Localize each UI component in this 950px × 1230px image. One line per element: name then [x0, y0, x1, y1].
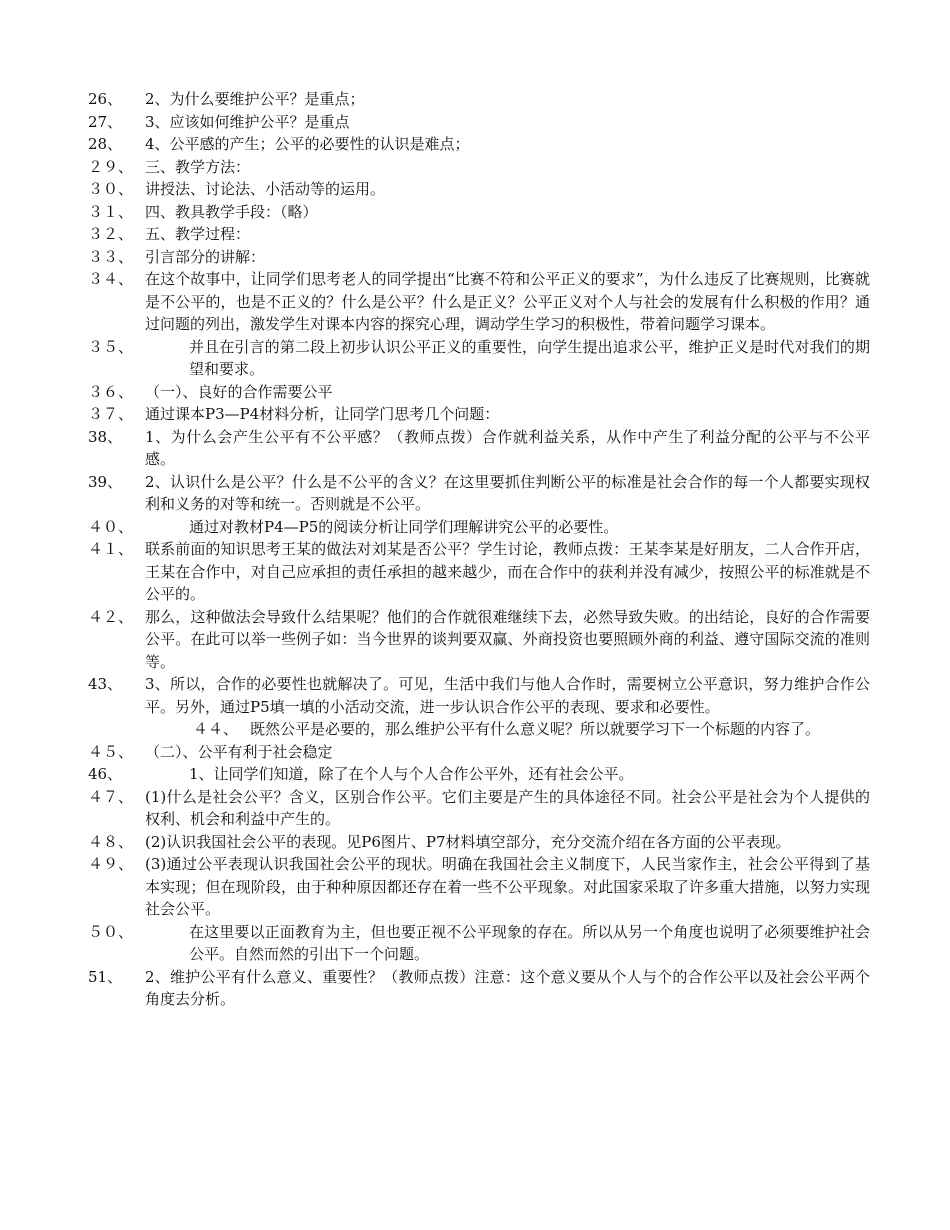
- item-text: 1、为什么会产生公平有不公平感？（教师点拨）合作就利益关系，从作中产生了利益分配的公平与不公平感。: [145, 427, 870, 468]
- item-text: (3)通过公平表现认识我国社会公平的现状。明确在我国社会主义制度下，人民当家作主，社会公平得到了基本实现；但在现阶段，由于种种原因都还存在着一些不公平现象。对此国家采取了许多重大措施，以努力实现社会公平。: [145, 855, 870, 918]
- item-number: ５０、: [88, 922, 134, 941]
- list-item: [88, 741, 870, 764]
- item-number: ４５、: [88, 742, 134, 761]
- item-text: 四、教具教学手段：（略）: [145, 202, 318, 221]
- list-item: [88, 133, 870, 156]
- list-item: [88, 223, 870, 246]
- item-number: 46、: [88, 765, 123, 783]
- item-text: 三、教学方法：: [145, 157, 251, 176]
- item-text: 五、教学过程：: [145, 225, 251, 243]
- item-number: ３７、: [88, 405, 134, 423]
- list-item: [88, 673, 870, 718]
- list-item: [88, 853, 870, 921]
- item-number: ３５、: [88, 337, 134, 356]
- item-number: 43、: [88, 675, 123, 693]
- list-item: [88, 156, 870, 179]
- item-number: 38、: [88, 427, 123, 446]
- item-text: 2、为什么要维护公平？是重点；: [145, 90, 365, 108]
- item-number: ３２、: [88, 225, 134, 243]
- item-number: ４９、: [88, 855, 134, 873]
- item-number: 28、: [88, 135, 123, 153]
- item-text: 2、认识什么是公平？什么是不公平的含义？在这里要抓住判断公平的标准是社会合作的每一个人都要实现权利和义务的对等和统一。否则就是不公平。: [145, 472, 870, 513]
- item-number: ３１、: [88, 202, 134, 221]
- item-number: 27、: [88, 112, 123, 131]
- item-number: ３６、: [88, 382, 134, 401]
- item-text: 讲授法、讨论法、小活动等的运用。: [145, 180, 386, 198]
- list-item: [88, 516, 870, 539]
- item-text: 1、让同学们知道，除了在个人与个人合作公平外，还有社会公平。: [189, 765, 634, 783]
- item-number: ３４、: [88, 270, 134, 288]
- list-item: [88, 178, 870, 201]
- list-item: [88, 111, 870, 134]
- item-number: ４１、: [88, 540, 134, 558]
- list-item: [88, 538, 870, 606]
- item-number: 51、: [88, 967, 123, 986]
- item-text: 3、应该如何维护公平？是重点: [145, 112, 350, 131]
- list-item: [88, 831, 870, 854]
- item-number: 26、: [88, 90, 123, 108]
- item-text: 在这个故事中，让同学们思考老人的同学提出“比赛不符和公平正义的要求”，为什么违反了比赛规则，比赛就是不公平的，也是不正义的？什么是公平？什么是正义？公平正义对个人与社会的发展有什么积极的作用？通过问题的列出，激发学生对课本内容的探究心理，调动学生学习的积极性，带着问题学习课本。: [145, 270, 870, 333]
- item-text: 2、维护公平有什么意义、重要性？（教师点拨）注意：这个意义要从个人与个的合作公平以及社会公平两个角度去分析。: [145, 967, 870, 1008]
- list-item: [88, 426, 870, 471]
- item-text: 通过对教材P4—P5的阅读分析让同学们理解讲究公平的必要性。: [189, 517, 619, 536]
- list-item: [88, 606, 870, 674]
- list-item: [88, 921, 870, 966]
- item-number: ２９、: [88, 157, 134, 176]
- list-item: [88, 763, 870, 786]
- list-item: [88, 786, 870, 831]
- item-text: 那么，这种做法会导致什么结果呢？他们的合作就很难继续下去，必然导致失败。的出结论，良好的合作需要公平。在此可以举一些例子如：当今世界的谈判要双赢、外商投资也要照顾外商的利益、遵守国际交流的准则等。: [145, 607, 870, 671]
- item-text: 通过课本P3—P4材料分析，让同学门思考几个问题：: [145, 405, 500, 423]
- list-item: [88, 336, 870, 381]
- list-item: [88, 403, 870, 426]
- item-number: 39、: [88, 472, 123, 491]
- item-text: (1)什么是社会公平？含义，区别合作公平。它们主要是产生的具体途径不同。社会公平是社会为个人提供的权利、机会和利益中产生的。: [145, 787, 870, 828]
- list-item: [88, 246, 870, 269]
- list-item: [88, 268, 870, 336]
- list-item: [88, 471, 870, 516]
- item-number: ４７、: [88, 787, 134, 806]
- item-text: （二）、公平有利于社会稳定: [145, 742, 333, 761]
- item-number: ４４、: [193, 720, 239, 738]
- item-text: (2)认识我国社会公平的表现。见P6图片、P7材料填空部分，充分交流介绍在各方面的公平表现。: [145, 832, 791, 851]
- item-text: 并且在引言的第二段上初步认识公平正义的重要性，向学生提出追求公平，维护正义是时代对我们的期望和要求。: [189, 337, 870, 378]
- item-text: 4、公平感的产生；公平的必要性的认识是难点；: [145, 135, 470, 153]
- item-text: 引言部分的讲解：: [145, 247, 266, 266]
- item-number: ４８、: [88, 832, 134, 851]
- item-text: 3、所以，合作的必要性也就解决了。可见，生活中我们与他人合作时，需要树立公平意识，努力维护合作公平。另外，通过P5填一填的小活动交流，进一步认识合作公平的表现、要求和必要性。: [145, 675, 870, 716]
- list-item: [88, 381, 870, 404]
- list-item: [88, 966, 870, 1011]
- item-text: 联系前面的知识思考王某的做法对刘某是否公平？学生讨论，教师点拨：王某李某是好朋友，二人合作开店，王某在合作中，对自己应承担的责任承担的越来越少，而在合作中的获利并没有减少，按照公平的标准就是不公平的。: [145, 540, 870, 603]
- item-text: 既然公平是必要的，那么维护公平有什么意义呢？所以就要学习下一个标题的内容了。: [250, 720, 821, 738]
- item-number: ４２、: [88, 607, 134, 626]
- item-number: ３３、: [88, 247, 134, 266]
- document-body: [88, 88, 870, 1011]
- item-number: ３０、: [88, 180, 134, 198]
- list-item: [88, 88, 870, 111]
- item-number: ４０、: [88, 517, 134, 536]
- item-text: 在这里要以正面教育为主，但也要正视不公平现象的存在。所以从另一个角度也说明了必须要维护社会公平。自然而然的引出下一个问题。: [189, 922, 870, 963]
- item-text: （一）、良好的合作需要公平: [145, 382, 333, 401]
- list-item: [88, 718, 870, 741]
- list-item: [88, 201, 870, 224]
